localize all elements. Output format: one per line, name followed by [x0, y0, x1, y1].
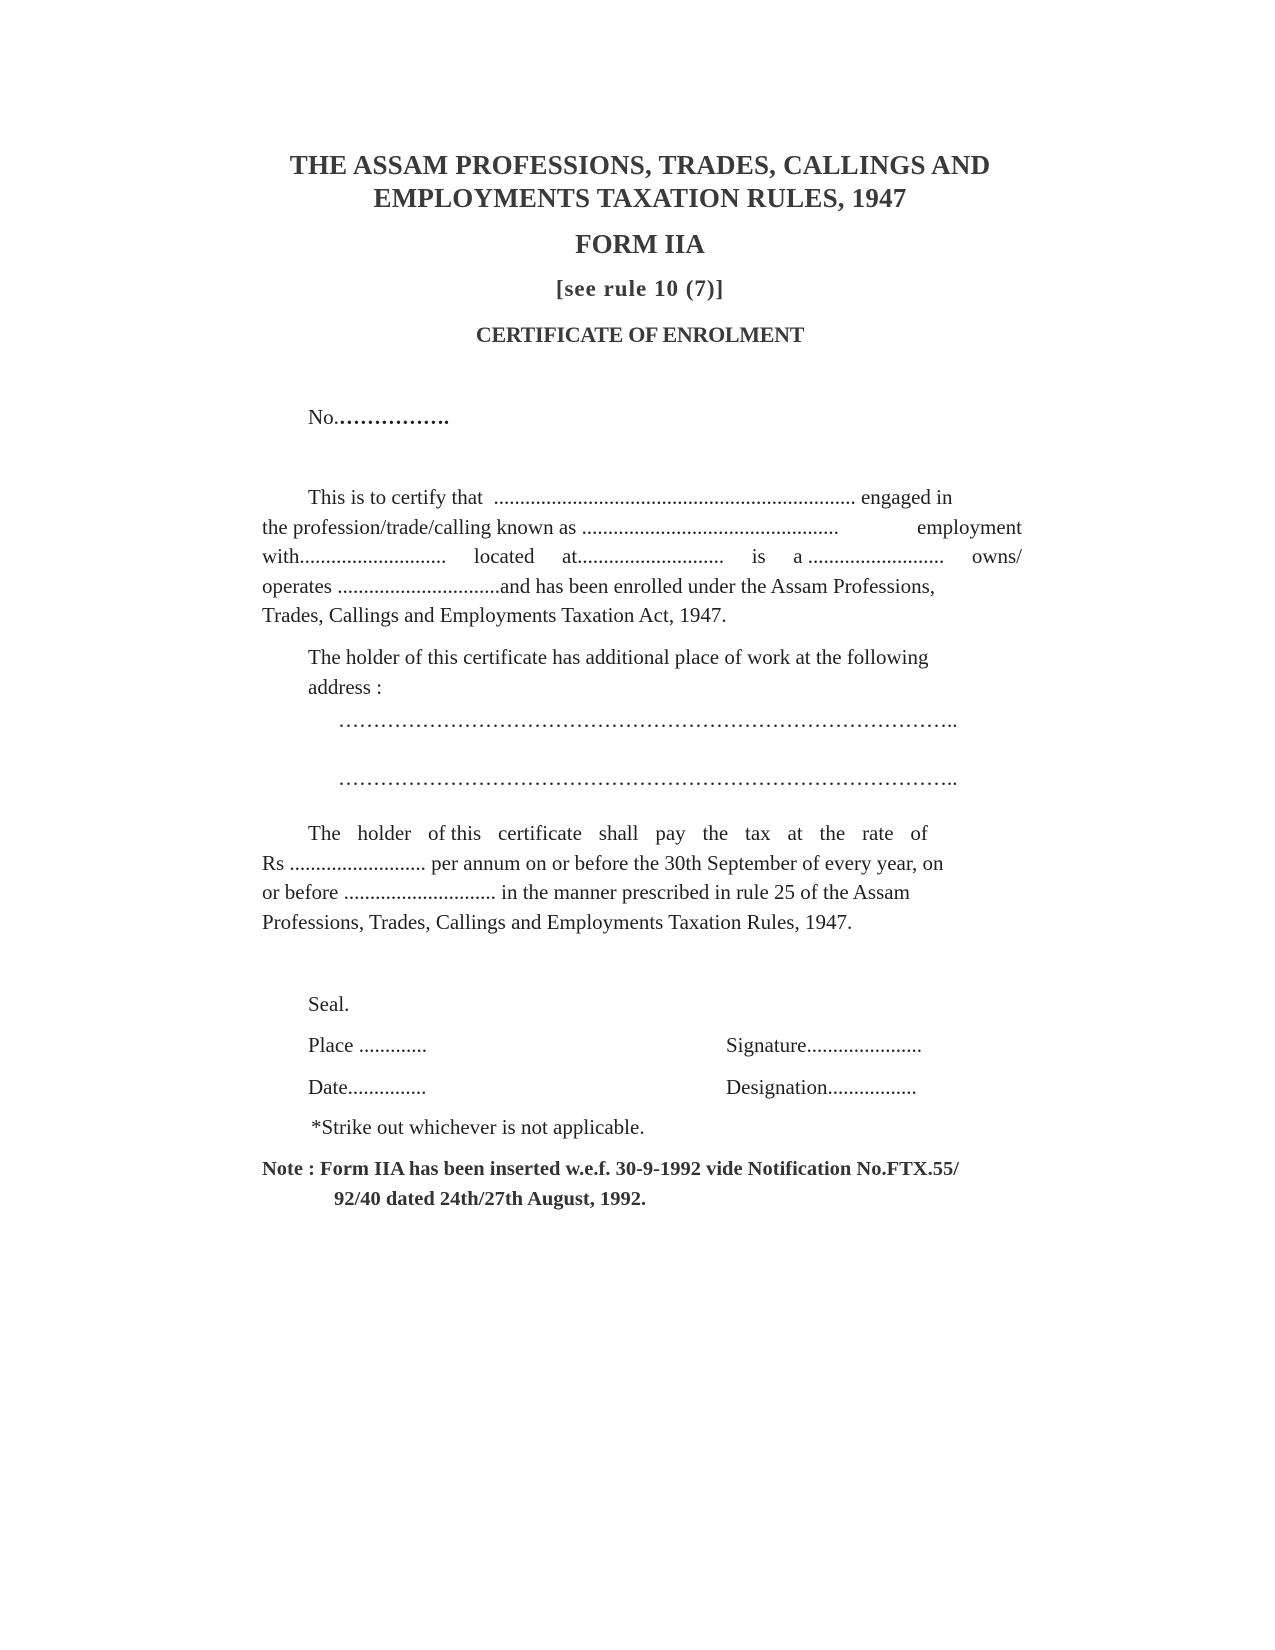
paragraph-word: owns/	[971, 544, 1022, 568]
paragraph-line: address :	[308, 674, 383, 699]
paragraph-line: Rs .......................... per annum on or before the 30th September of every year, on	[262, 850, 944, 875]
seal-label: Seal.	[308, 992, 350, 1016]
certificate-number-label: No.	[308, 405, 339, 429]
insertion-note-line-1: Note : Form IIA has been inserted w.e.f. 30-9-1992 vide Notification No.FTX.55/	[262, 1158, 959, 1180]
paragraph-line	[262, 819, 928, 849]
paragraph-word: a ..........................	[793, 544, 945, 568]
paragraph-line: The holder of this certificate has additional place of work at the following	[308, 645, 929, 669]
tax-rate-paragraph	[262, 819, 1022, 937]
paragraph-line: Professions, Trades, Callings and Employments Taxation Rules, 1947.	[262, 909, 853, 934]
paragraph-word: at	[787, 821, 803, 845]
paragraph-word: at............................	[562, 544, 725, 568]
certification-paragraph	[262, 483, 1022, 631]
address-blank-line: ……………………………………………………………………………..	[338, 708, 958, 732]
signature-field: Signature......................	[726, 1033, 922, 1057]
paragraph-line: operates ...............................and has been enrolled under the Assam Professions,	[262, 573, 936, 598]
paragraph-word: shall	[598, 821, 639, 845]
paragraph-text: ..................................................................... engaged in	[493, 485, 953, 509]
paragraph-word: of this	[428, 821, 482, 845]
place-field: Place .............	[308, 1033, 427, 1057]
document-title-line-1: THE ASSAM PROFESSIONS, TRADES, CALLINGS AND	[289, 150, 991, 180]
paragraph-word: holder	[357, 821, 412, 845]
strike-out-note: *Strike out whichever is not applicable.	[311, 1115, 645, 1139]
certificate-number-blank: …………….	[338, 405, 450, 429]
paragraph-word: the	[702, 821, 729, 845]
rule-reference: [see rule 10 (7)]	[555, 276, 725, 301]
certificate-number	[308, 403, 449, 433]
paragraph-word: is	[751, 544, 766, 568]
address-blank-line: ……………………………………………………………………………..	[338, 766, 958, 790]
paragraph-word: pay	[655, 821, 686, 845]
paragraph-word: located	[473, 544, 535, 568]
paragraph-line	[262, 513, 1022, 543]
form-number: FORM IIA	[575, 229, 705, 259]
certificate-title: CERTIFICATE OF ENROLMENT	[475, 322, 805, 347]
designation-field: Designation.................	[726, 1075, 917, 1099]
paragraph-line	[262, 542, 1022, 572]
additional-place-paragraph	[308, 643, 1008, 702]
paragraph-text: employment	[917, 514, 1022, 539]
paragraph-word: rate	[862, 821, 894, 845]
document-title-line-2: EMPLOYMENTS TAXATION RULES, 1947	[373, 183, 907, 213]
date-field: Date...............	[308, 1075, 427, 1099]
paragraph-word: with............................	[262, 544, 447, 568]
paragraph-line	[262, 483, 1022, 513]
paragraph-word: certificate	[497, 821, 582, 845]
paragraph-word: of	[910, 821, 928, 845]
paragraph-text: This is to certify that	[308, 485, 483, 509]
paragraph-line: Trades, Callings and Employments Taxation Act, 1947.	[262, 603, 727, 627]
paragraph-word: tax	[745, 821, 771, 845]
paragraph-text: the profession/trade/calling known as .................................................	[262, 514, 839, 539]
insertion-note-line-2: 92/40 dated 24th/27th August, 1992.	[334, 1188, 647, 1210]
paragraph-word: the	[819, 821, 846, 845]
paragraph-word: The	[308, 821, 341, 845]
paragraph-line: or before ............................. in the manner prescribed in rule 25 of the Assam	[262, 880, 910, 904]
